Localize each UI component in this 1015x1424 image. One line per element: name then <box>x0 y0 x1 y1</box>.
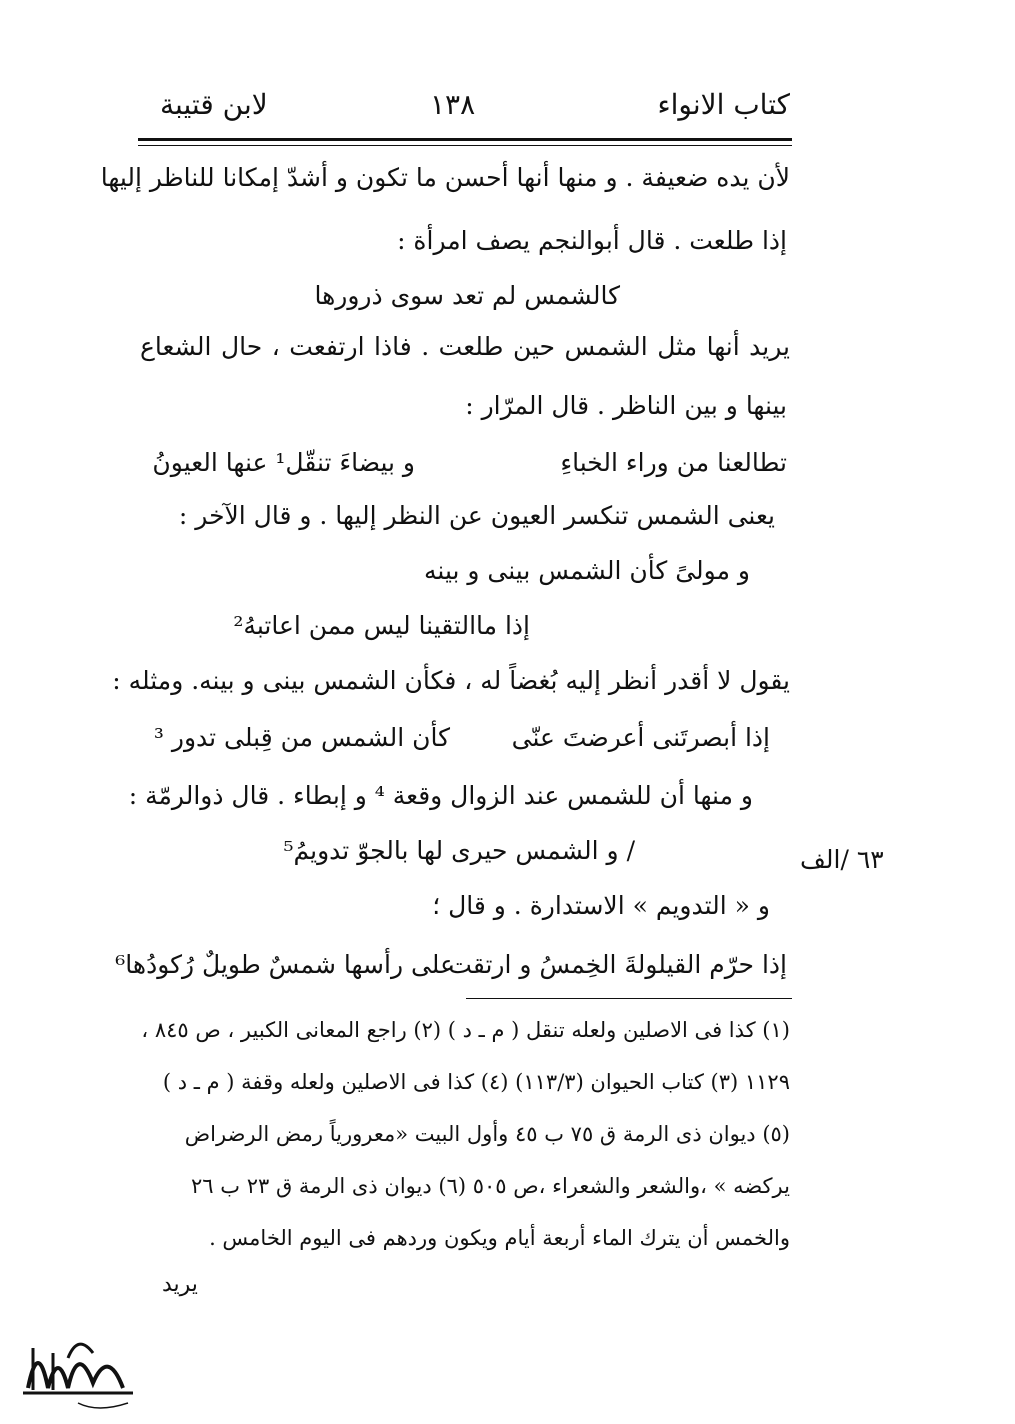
verse-line: إذا ماالتقينا ليس ممن اعاتبهُ² <box>233 611 530 640</box>
verse-hemistich-right: و بيضاءَ تنقّل¹ عنها العيونُ <box>152 448 415 477</box>
margin-folio-note: ٦٣ /الف <box>800 845 884 874</box>
body-line: بينها و بين الناظر . قال المرّار : <box>465 391 787 420</box>
header-rule-thin <box>138 145 792 146</box>
body-line: لأن يده ضعيفة . و منها أنها أحسن ما تكون و أشدّ إمكانا للناظر إليها <box>100 163 790 192</box>
running-header <box>150 88 790 128</box>
footnote-separator <box>466 998 792 999</box>
footnote-line: (٥) ديوان ذى الرمة ق ٧٥ ب ٤٥ وأول البيت «معرورياً رمض الرضراض <box>184 1122 790 1146</box>
page-number: ١٣٨ <box>430 88 476 121</box>
footnote-line: والخمس أن يترك الماء أربعة أيام ويكون وردهم فى اليوم الخامس . <box>209 1226 790 1250</box>
verse-hemistich-left: على رأسها شمسٌ طويلٌ رُكودُها⁶ <box>115 950 455 979</box>
verse-hemistich-left: تطالعنا من وراء الخباءِ <box>560 448 787 477</box>
verse-line: / و الشمس حيرى لها بالجوّ تدويمُ⁵ <box>283 836 635 865</box>
calligraphy-stamp <box>8 1318 148 1418</box>
verse-hemistich-right: إذا حرّم القيلولةَ الخِمسُ و ارتقت <box>448 950 787 979</box>
footnote-line: (١) كذا فى الاصلين ولعله تنقل ( م ـ د ) (٢) راجع المعانى الكبير ، ص ٨٤٥ ، <box>141 1018 790 1042</box>
verse-hemistich-right: إذا أبصرتَنى أعرضتَ عنّى <box>511 723 770 752</box>
body-line: و « التدويم » الاستدارة . و قال ؛ <box>432 891 770 920</box>
catchword: يريد <box>162 1272 198 1297</box>
body-line: و منها أن للشمس عند الزوال وقعة ⁴ و إبطاء . قال ذوالرمّة : <box>128 781 753 810</box>
body-line: يقول لا أقدر أنظر إليه بُغضاً له ، فكأن الشمس بينى و بينه. ومثله : <box>112 666 790 695</box>
author-name: لابن قتيبة <box>160 88 268 121</box>
body-line: يريد أنها مثل الشمس حين طلعت . فاذا ارتفعت ، حال الشعاع <box>140 332 790 361</box>
body-line: إذا طلعت . قال أبوالنجم يصف امرأة : <box>397 226 787 255</box>
footnote-line: يركضه » ،والشعر والشعراء ،ص ٥٠٥ (٦) ديوان ذى الرمة ق ٢٣ ب ٢٦ <box>191 1174 790 1198</box>
verse-line: كالشمس لم تعد سوى ذرورها <box>314 281 620 310</box>
verse-line: و مولىً كأن الشمس بينى و بينه <box>424 556 750 585</box>
verse-hemistich-left: كأن الشمس من قِبلى تدور ³ <box>153 723 450 752</box>
book-title: كتاب الانواء <box>657 88 790 121</box>
footnote-line: ١١٢٩ (٣) كتاب الحيوان (١١٣/٣) (٤) كذا فى الاصلين ولعله وقفة ( م ـ د ) <box>162 1070 790 1094</box>
body-line: يعنى الشمس تنكسر العيون عن النظر إليها . و قال الآخر : <box>178 501 775 530</box>
header-rule-thick <box>138 138 792 141</box>
